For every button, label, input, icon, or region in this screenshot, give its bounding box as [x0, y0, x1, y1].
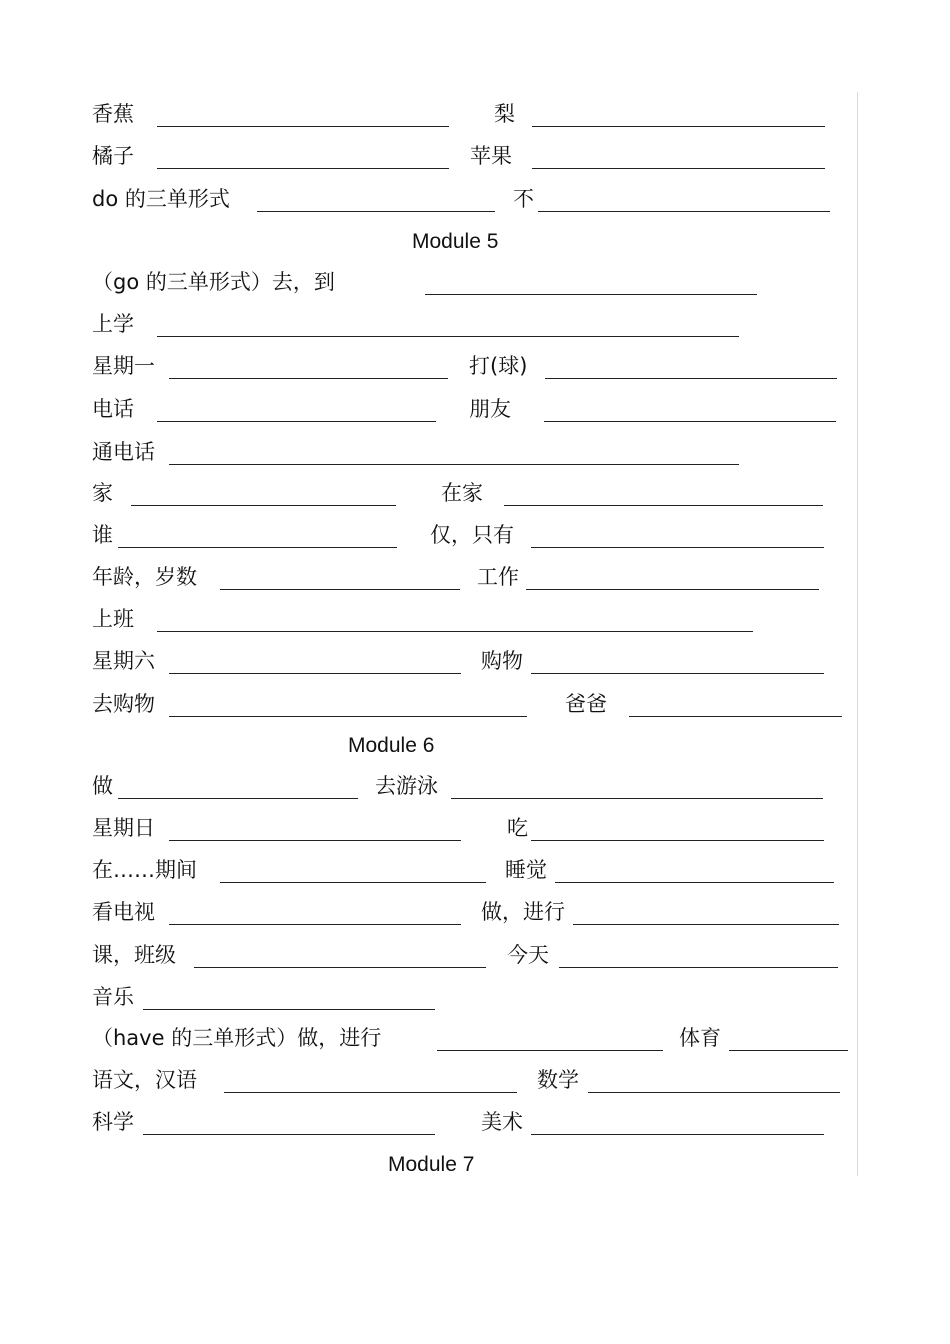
answer-blank[interactable] [532, 168, 825, 169]
word-shopping: 购物 [481, 649, 523, 673]
answer-blank[interactable] [118, 547, 397, 548]
answer-blank[interactable] [588, 1092, 840, 1093]
answer-blank[interactable] [169, 716, 527, 717]
word-phone: 电话 [92, 397, 134, 421]
word-has: （have 的三单形式）做，进行 [92, 1026, 382, 1050]
answer-blank[interactable] [143, 1134, 435, 1135]
answer-blank[interactable] [531, 1134, 824, 1135]
answer-blank[interactable] [532, 126, 825, 127]
answer-blank[interactable] [545, 378, 837, 379]
word-not: 不 [513, 187, 534, 211]
answer-blank[interactable] [131, 505, 396, 506]
answer-blank[interactable] [220, 589, 460, 590]
word-science: 科学 [92, 1110, 134, 1134]
answer-blank[interactable] [437, 1050, 663, 1051]
word-have-do: 做，进行 [481, 900, 565, 924]
word-saturday: 星期六 [92, 649, 155, 673]
word-at-home: 在家 [441, 481, 483, 505]
word-friend: 朋友 [469, 397, 511, 421]
word-art: 美术 [481, 1110, 523, 1134]
word-phone-call: 通电话 [92, 440, 155, 464]
answer-blank[interactable] [157, 421, 436, 422]
word-eat: 吃 [507, 816, 528, 840]
answer-blank[interactable] [531, 673, 824, 674]
word-chinese: 语文，汉语 [92, 1068, 197, 1092]
word-go-shopping: 去购物 [92, 692, 155, 716]
word-play: 打(球) [469, 354, 528, 378]
word-watch-tv: 看电视 [92, 900, 155, 924]
word-banana: 香蕉 [92, 102, 134, 126]
answer-blank[interactable] [169, 840, 461, 841]
word-go-swimming: 去游泳 [375, 774, 438, 798]
answer-blank[interactable] [157, 336, 739, 337]
answer-blank[interactable] [157, 631, 753, 632]
answer-blank[interactable] [504, 505, 823, 506]
answer-blank[interactable] [451, 798, 823, 799]
page-edge-line [857, 92, 858, 1176]
module-6-heading: Module 6 [348, 734, 435, 757]
word-who: 谁 [92, 523, 113, 547]
word-home: 家 [92, 481, 113, 505]
answer-blank[interactable] [157, 168, 449, 169]
word-dad: 爸爸 [565, 692, 607, 716]
word-apple: 苹果 [470, 144, 512, 168]
word-pe: 体育 [679, 1026, 721, 1050]
module-7-heading: Module 7 [388, 1153, 475, 1176]
word-does: do 的三单形式 [92, 187, 230, 211]
word-do: 做 [92, 774, 113, 798]
answer-blank[interactable] [425, 294, 757, 295]
module-5-heading: Module 5 [412, 230, 499, 253]
word-work: 工作 [477, 565, 519, 589]
word-music: 音乐 [92, 985, 134, 1009]
answer-blank[interactable] [169, 464, 739, 465]
answer-blank[interactable] [143, 1009, 435, 1010]
answer-blank[interactable] [531, 840, 824, 841]
word-monday: 星期一 [92, 354, 155, 378]
word-during: 在……期间 [92, 858, 197, 882]
word-age: 年龄，岁数 [92, 565, 197, 589]
answer-blank[interactable] [169, 673, 461, 674]
word-pear: 梨 [494, 102, 515, 126]
answer-blank[interactable] [169, 378, 448, 379]
answer-blank[interactable] [555, 882, 834, 883]
answer-blank[interactable] [157, 126, 449, 127]
word-sunday: 星期日 [92, 816, 155, 840]
answer-blank[interactable] [169, 924, 461, 925]
answer-blank[interactable] [257, 211, 495, 212]
word-today: 今天 [507, 943, 549, 967]
answer-blank[interactable] [629, 716, 842, 717]
answer-blank[interactable] [118, 798, 358, 799]
answer-blank[interactable] [544, 421, 836, 422]
answer-blank[interactable] [538, 211, 830, 212]
word-maths: 数学 [537, 1068, 579, 1092]
answer-blank[interactable] [194, 967, 486, 968]
answer-blank[interactable] [531, 547, 824, 548]
answer-blank[interactable] [220, 882, 486, 883]
word-school: 上学 [92, 312, 134, 336]
word-orange: 橘子 [92, 144, 134, 168]
word-go-to-work: 上班 [92, 607, 134, 631]
answer-blank[interactable] [729, 1050, 848, 1051]
word-sleep: 睡觉 [505, 858, 547, 882]
word-goes: （go 的三单形式）去，到 [92, 270, 335, 294]
answer-blank[interactable] [526, 589, 819, 590]
word-class: 课，班级 [92, 943, 176, 967]
answer-blank[interactable] [224, 1092, 517, 1093]
answer-blank[interactable] [559, 967, 838, 968]
word-only: 仅，只有 [430, 523, 514, 547]
answer-blank[interactable] [573, 924, 839, 925]
